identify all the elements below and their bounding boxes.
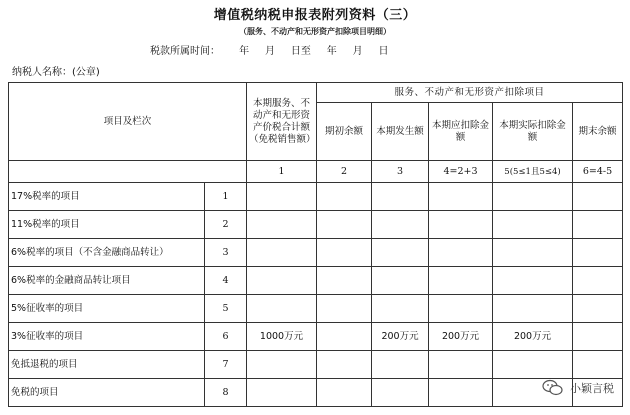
- cell-sales: [247, 295, 317, 323]
- current-amount-header: 本期发生额: [372, 103, 429, 161]
- table-row: [9, 351, 623, 379]
- cell-current-amount: [372, 379, 429, 407]
- cell-actual-deduction: [493, 239, 573, 267]
- cell-opening-balance: [317, 211, 372, 239]
- cell-opening-balance: [317, 351, 372, 379]
- deductible-amount-header: 本期应扣除金额: [429, 103, 493, 161]
- cell-current-amount: [372, 183, 429, 211]
- cell-sales: [247, 183, 317, 211]
- cell-actual-deduction: 200万元: [493, 323, 573, 351]
- cell-current-amount: [372, 267, 429, 295]
- cell-sales: [247, 267, 317, 295]
- row-number: 3: [205, 239, 247, 267]
- cell-sales: [247, 351, 317, 379]
- cell-actual-deduction: [493, 351, 573, 379]
- deduction-group-header: 服务、不动产和无形资产扣除项目: [317, 83, 623, 103]
- tax-period-line: 税款所属时间： 年 月 日至 年 月 日: [150, 46, 389, 57]
- row-number: 5: [205, 295, 247, 323]
- table-row: [9, 323, 623, 351]
- col-number-3: 3: [372, 161, 429, 183]
- opening-balance-header: 期初余额: [317, 103, 372, 161]
- cell-closing-balance: [573, 183, 623, 211]
- taxpayer-name-line: 纳税人名称：(公章): [12, 67, 100, 78]
- form-title: 增值税纳税申报表附列资料（三）: [213, 8, 417, 23]
- cell-closing-balance: [573, 211, 623, 239]
- row-label: 5%征收率的项目: [9, 295, 205, 323]
- row-number: 2: [205, 211, 247, 239]
- actual-deduction-header: 本期实际扣除金额: [493, 103, 573, 161]
- table-row: [9, 239, 623, 267]
- watermark: [542, 379, 614, 397]
- cell-sales: [247, 211, 317, 239]
- cell-closing-balance: [573, 295, 623, 323]
- col-number-4: 4=2+3: [429, 161, 493, 183]
- row-number: 1: [205, 183, 247, 211]
- deduction-table: [8, 82, 623, 407]
- cell-actual-deduction: [493, 295, 573, 323]
- cell-opening-balance: [317, 323, 372, 351]
- row-number: 8: [205, 379, 247, 407]
- cell-current-amount: [372, 239, 429, 267]
- cell-closing-balance: [573, 239, 623, 267]
- cell-sales: 1000万元: [247, 323, 317, 351]
- table-row: [9, 379, 623, 407]
- col-number-blank: [9, 161, 247, 183]
- cell-current-amount: [372, 211, 429, 239]
- row-label: 6%税率的项目（不含金融商品转让）: [9, 239, 205, 267]
- cell-deductible-amount: [429, 295, 493, 323]
- col-number-2: 2: [317, 161, 372, 183]
- col-number-6: 6=4-5: [573, 161, 623, 183]
- cell-deductible-amount: [429, 267, 493, 295]
- item-header: 项目及栏次: [9, 83, 247, 161]
- form-subtitle: （服务、不动产和无形资产扣除项目明细）: [239, 27, 391, 36]
- cell-opening-balance: [317, 295, 372, 323]
- col-number-5: 5(5≤1且5≤4): [493, 161, 573, 183]
- watermark-text: 小颖言税: [570, 382, 614, 395]
- col-number-1: 1: [247, 161, 317, 183]
- table-row: [9, 211, 623, 239]
- cell-deductible-amount: [429, 183, 493, 211]
- cell-actual-deduction: [493, 183, 573, 211]
- row-label: 免税的项目: [9, 379, 205, 407]
- cell-opening-balance: [317, 267, 372, 295]
- cell-deductible-amount: [429, 239, 493, 267]
- row-label: 17%税率的项目: [9, 183, 205, 211]
- cell-deductible-amount: [429, 351, 493, 379]
- row-label: 3%征收率的项目: [9, 323, 205, 351]
- table-row: [9, 295, 623, 323]
- cell-deductible-amount: [429, 211, 493, 239]
- cell-actual-deduction: [493, 211, 573, 239]
- closing-balance-header: 期末余额: [573, 103, 623, 161]
- cell-actual-deduction: [493, 267, 573, 295]
- cell-opening-balance: [317, 183, 372, 211]
- cell-current-amount: 200万元: [372, 323, 429, 351]
- cell-closing-balance: [573, 323, 623, 351]
- row-number: 4: [205, 267, 247, 295]
- wechat-icon: [542, 379, 564, 397]
- row-number: 7: [205, 351, 247, 379]
- cell-closing-balance: [573, 351, 623, 379]
- row-label: 6%税率的金融商品转让项目: [9, 267, 205, 295]
- cell-closing-balance: [573, 267, 623, 295]
- table-row: [9, 267, 623, 295]
- row-label: 免抵退税的项目: [9, 351, 205, 379]
- row-number: 6: [205, 323, 247, 351]
- table-row: [9, 183, 623, 211]
- cell-opening-balance: [317, 239, 372, 267]
- cell-current-amount: [372, 295, 429, 323]
- cell-opening-balance: [317, 379, 372, 407]
- cell-sales: [247, 379, 317, 407]
- cell-current-amount: [372, 351, 429, 379]
- cell-deductible-amount: [429, 379, 493, 407]
- cell-deductible-amount: 200万元: [429, 323, 493, 351]
- cell-sales: [247, 239, 317, 267]
- sales-header: 本期服务、不动产和无形资产价税合计额（免税销售额）: [247, 83, 317, 161]
- row-label: 11%税率的项目: [9, 211, 205, 239]
